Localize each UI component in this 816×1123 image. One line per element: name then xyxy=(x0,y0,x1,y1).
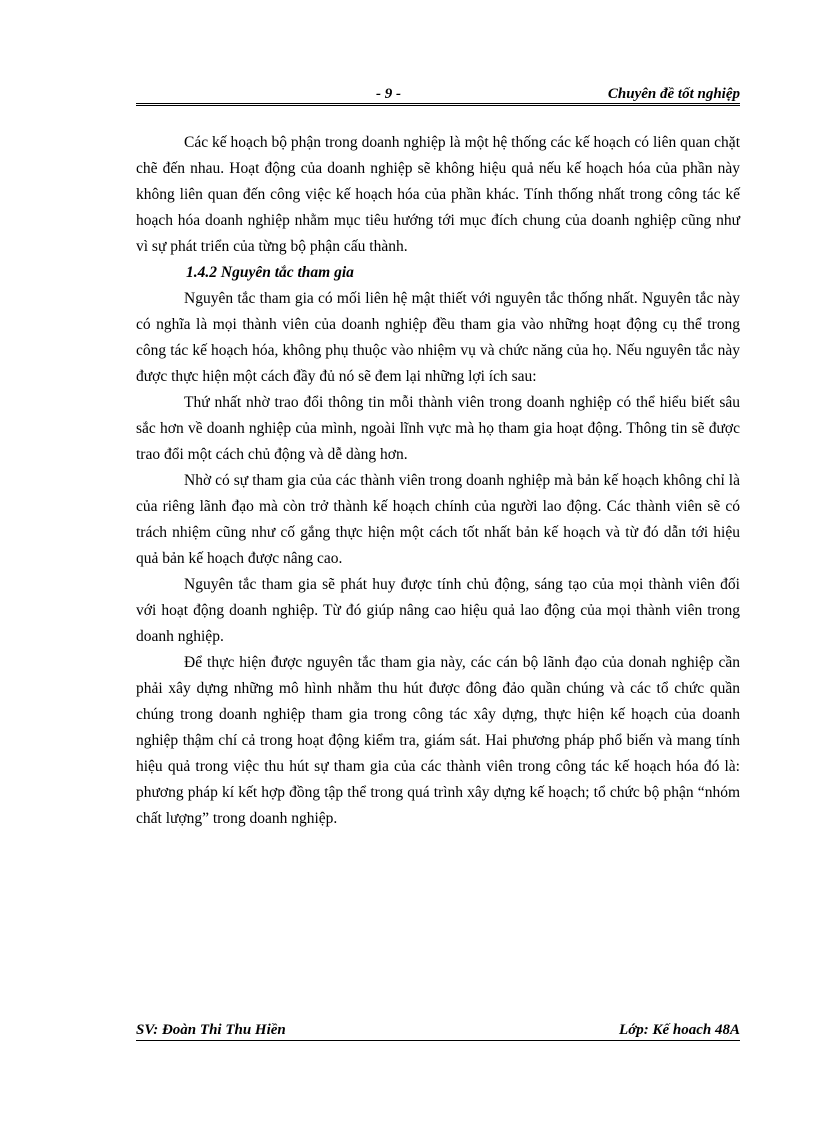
page-body xyxy=(136,130,740,832)
document-title: Chuyên đề tốt nghiệp xyxy=(607,86,740,102)
paragraph-4: Nhờ có sự tham gia của các thành viên trong doanh nghiệp mà bản kế hoạch không chỉ là của riêng lãnh đạo mà còn trở thành kế hoạch chính của người lao động. Các thành viên sẽ có trách nhiệm cũng như cố gắng thực hiện một cách tốt nhất bản kế hoạch và từ đó dẫn tới hiệu quả bản kế hoạch được nâng cao. xyxy=(136,472,740,567)
page-footer xyxy=(136,1022,740,1042)
student-name: SV: Đoàn Thi Thu Hiền xyxy=(136,1022,286,1038)
paragraph-5: Nguyên tắc tham gia sẽ phát huy được tính chủ động, sáng tạo của mọi thành viên đối với hoạt động doanh nghiệp. Từ đó giúp nâng cao hiệu quả lao động của mọi thành viên trong doanh nghiệp. xyxy=(136,576,740,645)
class-label: Lớp: Kế hoach 48A xyxy=(619,1022,740,1038)
page-number: - 9 - xyxy=(376,86,401,102)
paragraph-2: Nguyên tắc tham gia có mối liên hệ mật thiết với nguyên tắc thống nhất. Nguyên tắc này có nghĩa là mọi thành viên của doanh nghiệp đều tham gia vào những hoạt động cụ thể trong công tác kế hoạch hóa, không phụ thuộc vào nhiệm vụ và chức năng của họ. Nếu nguyên tắc này được thực hiện một cách đầy đủ nó sẽ đem lại những lợi ích sau: xyxy=(136,290,740,385)
footer-divider xyxy=(136,1040,740,1041)
section-heading: 1.4.2 Nguyên tắc tham gia xyxy=(186,264,354,281)
paragraph-1: Các kế hoạch bộ phận trong doanh nghiệp là một hệ thống các kế hoạch có liên quan chặt chẽ đến nhau. Hoạt động của doanh nghiệp sẽ không hiệu quả nếu kế hoạch hóa của phần này không liên quan đến công việc kế hoạch hóa của phần khác. Tính thống nhất trong công tác kế hoạch hóa doanh nghiệp nhằm mục tiêu hướng tới mục đích chung của doanh nghiệp cũng như vì sự phát triển của từng bộ phận cấu thành. xyxy=(136,134,740,255)
header-divider xyxy=(136,103,740,106)
paragraph-3: Thứ nhất nhờ trao đổi thông tin mỗi thành viên trong doanh nghiệp có thể hiểu biết sâu sắc hơn về doanh nghiệp của mình, ngoài lĩnh vực mà họ tham gia hoạt động. Thông tin sẽ được trao đổi một cách chủ động và dễ dàng hơn. xyxy=(136,394,740,463)
paragraph-6: Để thực hiện được nguyên tắc tham gia này, các cán bộ lãnh đạo của donah nghiệp cần phải xây dựng những mô hình nhằm thu hút được đông đảo quần chúng và các tổ chức quần chúng trong doanh nghiệp tham gia trong công tác xây dựng, thực hiện kế hoạch của doanh nghiệp thậm chí cả trong hoạt động kiểm tra, giám sát. Hai phương pháp phổ biến và mang tính hiệu quả trong việc thu hút sự tham gia của các thành viên trong công tác kế hoạch hóa đó là: phương pháp kí kết hợp đồng tập thể trong quá trình xây dựng kế hoạch; tổ chức bộ phận “nhóm chất lượng” trong doanh nghiệp. xyxy=(136,654,740,827)
